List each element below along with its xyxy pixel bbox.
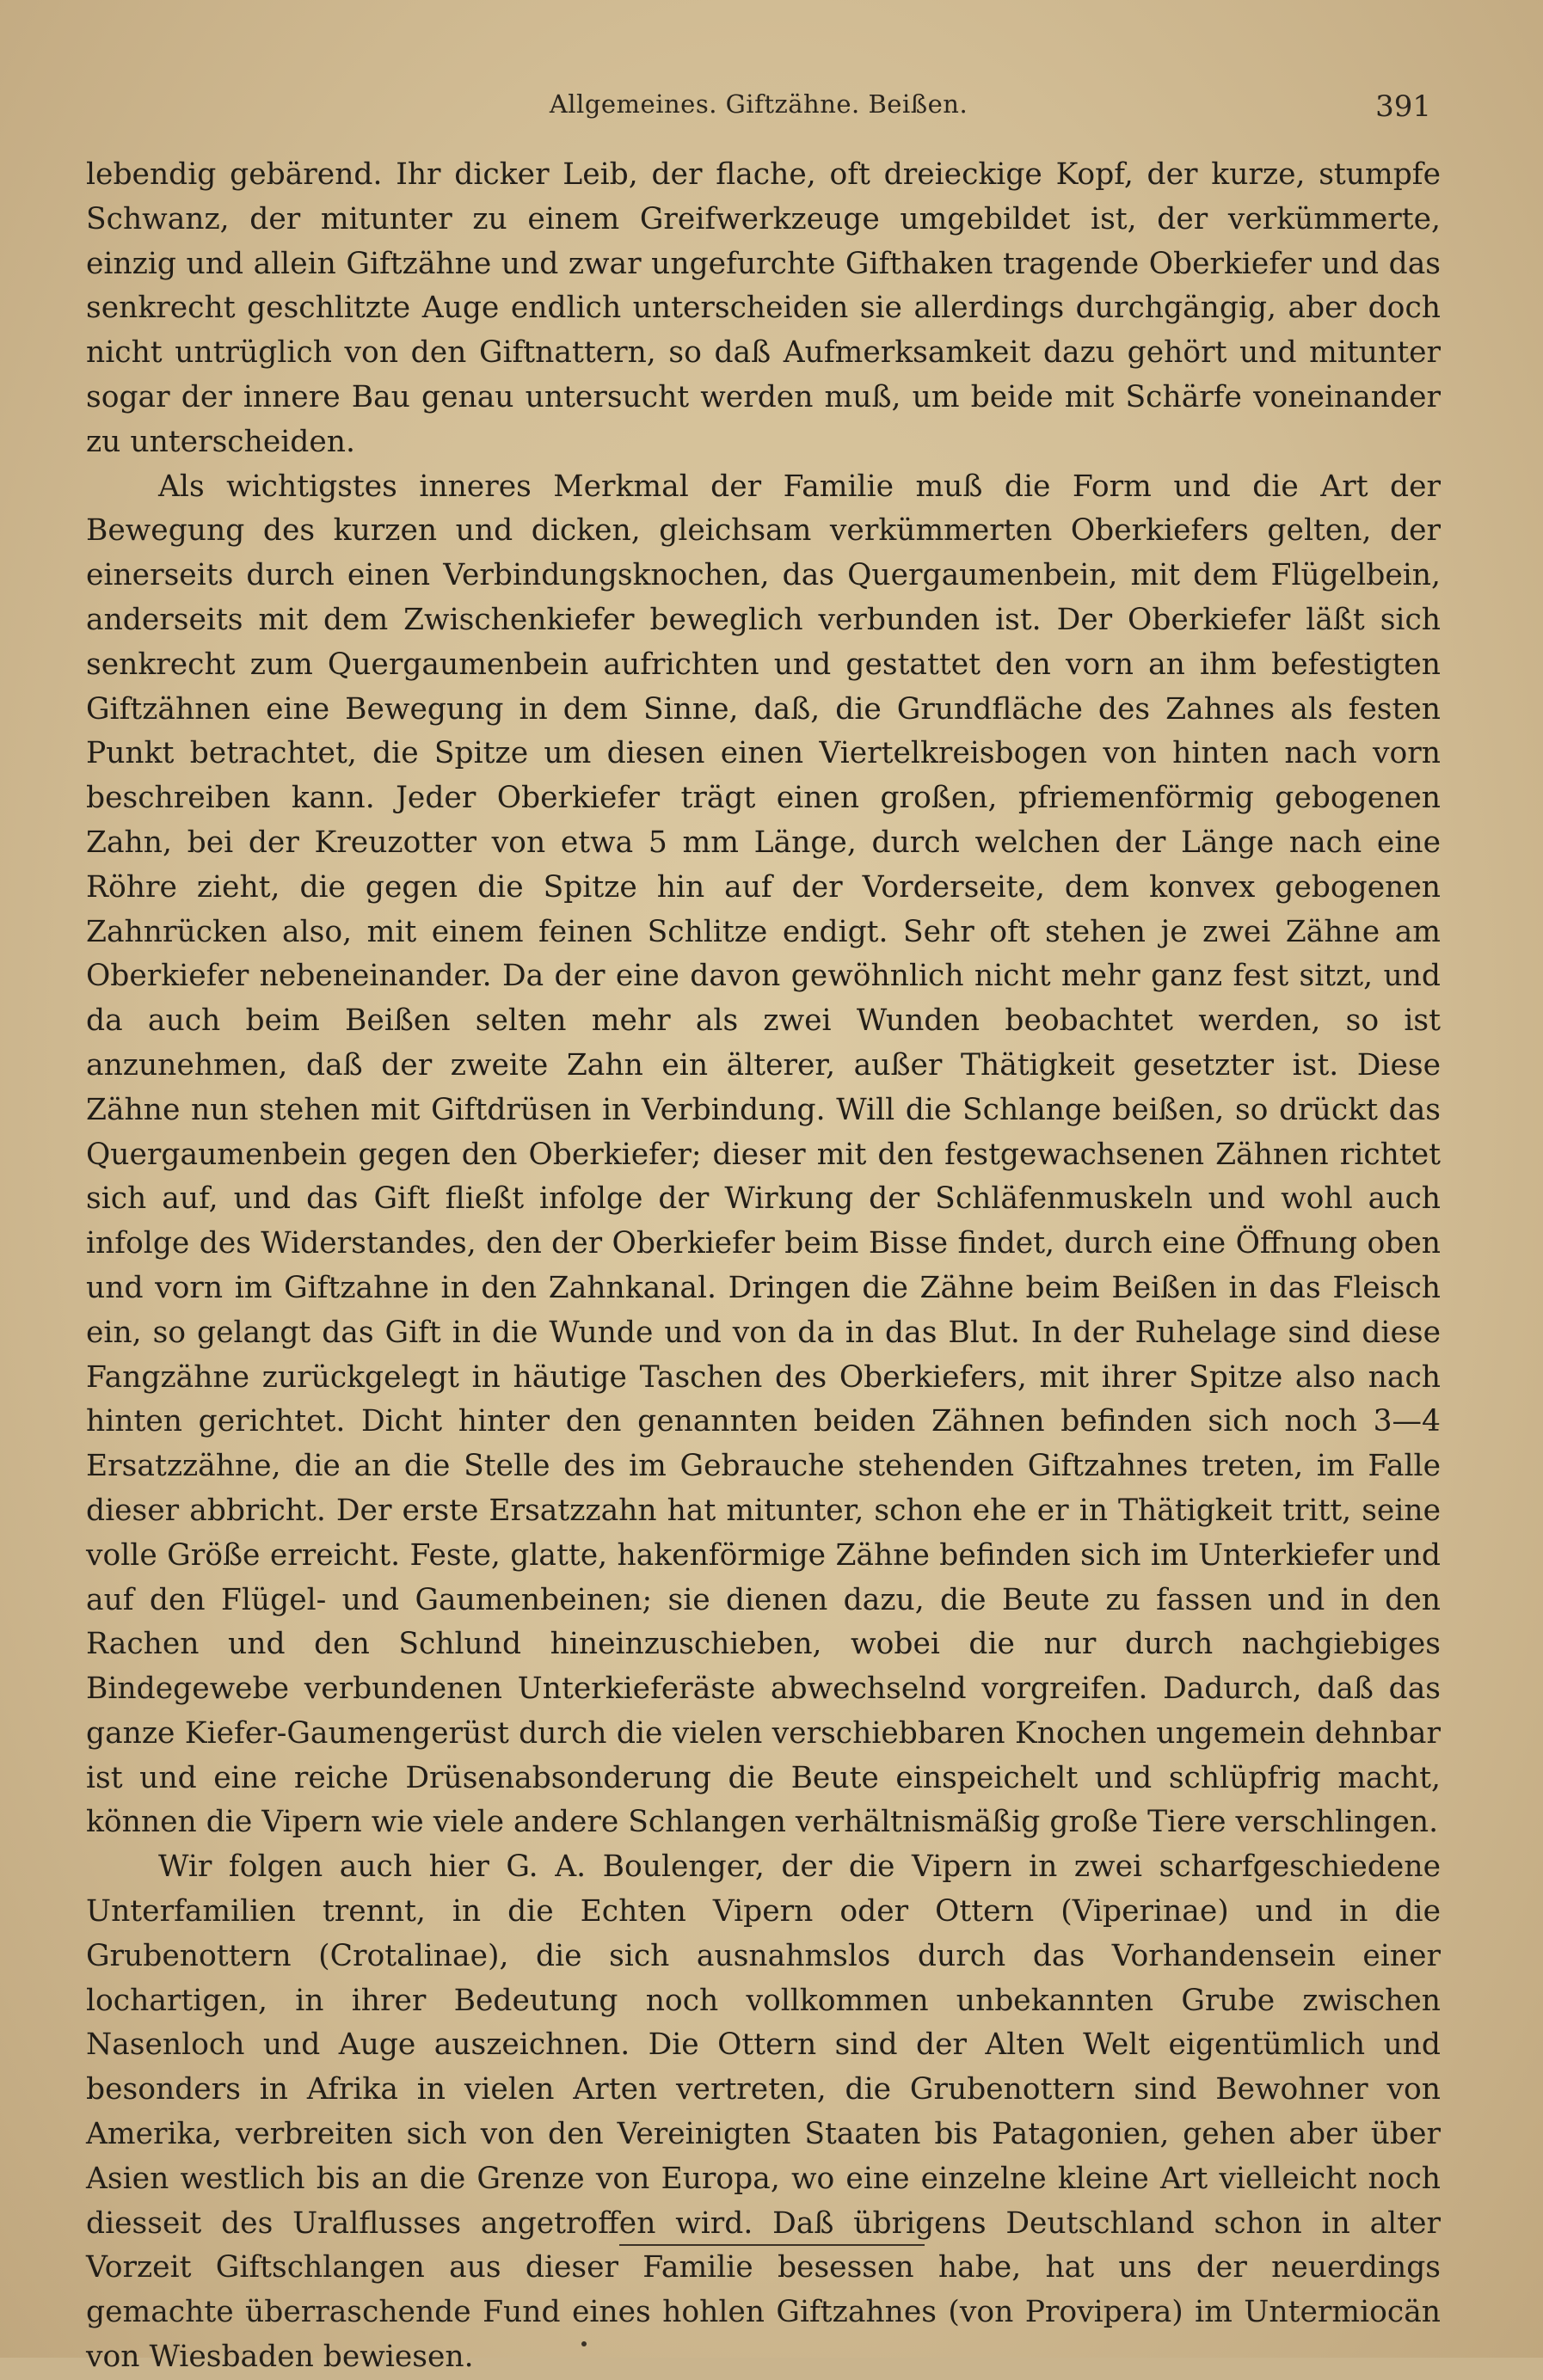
page-header	[86, 89, 1431, 124]
running-head: Allgemeines. Giftzähne. Beißen.	[549, 89, 968, 119]
paragraph-unterfamilien: Wir folgen auch hier G. A. Boulenger, der die Vipern in zwei scharfgeschiedene Unterfamilien trennt, in die Echten Vipern oder Ottern (Viperinae) und in die Grubenottern (Crotalinae), die sich ausnahmslos durch das Vorhandensein einer lochartigen, in ihrer Bedeutung noch vollkommen unbekannten Grube zwischen Nasenloch und Auge auszeichnen. Die Ottern sind der Alten Welt eigentümlich und besonders in Afrika in vielen Arten vertreten, die Grubenottern sind Bewohner von Amerika, verbreiten sich von den Vereinigten Staaten bis Patagonien, gehen aber über Asien westlich bis an die Grenze von Europa, wo eine einzelne kleine Art vielleicht noch diesseit des Uralflusses angetroffen wird. Daß übrigens Deutschland schon in alter Vorzeit Giftschlangen aus dieser Familie besessen habe, hat uns der neuerdings gemachte überraschende Fund eines hohlen Giftzahnes (von Provipera) im Untermiocän von Wiesbaden bewiesen.	[86, 1849, 1441, 2375]
body-text	[86, 153, 1441, 2380]
page-number: 391	[1375, 89, 1431, 124]
paragraph-continued: lebendig gebärend. Ihr dicker Leib, der flache, oft dreieckige Kopf, der kurze, stumpfe Schwanz, der mitunter zu einem Greifwerkzeuge umgebildet ist, der verkümmerte, einzig und allein Giftzähne und zwar ungefurchte Gifthaken tragende Oberkiefer und das senkrecht geschlitzte Auge endlich unterscheiden sie allerdings durchgängig, aber doch nicht untrüglich von den Giftnattern, so daß Aufmerksamkeit dazu gehört und mitunter sogar der innere Bau genau untersucht werden muß, um beide mit Schärfe voneinander zu unterscheiden.	[86, 157, 1441, 459]
section-end-rule	[619, 2244, 925, 2246]
paragraph-oberkiefer: Als wichtigstes inneres Merkmal der Familie muß die Form und die Art der Bewegung des kurzen und dicken, gleichsam verkümmerten Oberkiefers gelten, der einerseits durch einen Verbindungsknochen, das Quergaumenbein, mit dem Flügelbein, anderseits mit dem Zwischenkiefer beweglich verbunden ist. Der Oberkiefer läßt sich senkrecht zum Quergaumenbein aufrichten und gestattet den vorn an ihm befestigten Giftzähnen eine Bewegung in dem Sinne, daß, die Grundfläche des Zahnes als festen Punkt betrachtet, die Spitze um diesen einen Viertelkreisbogen von hinten nach vorn beschreiben kann. Jeder Oberkiefer trägt einen großen, pfriemenförmig gebogenen Zahn, bei der Kreuzotter von etwa 5 mm Länge, durch welchen der Länge nach eine Röhre zieht, die gegen die Spitze hin auf der Vorderseite, dem konvex gebogenen Zahnrücken also, mit einem feinen Schlitze endigt. Sehr oft stehen je zwei Zähne am Oberkiefer nebeneinander. Da der eine davon gewöhnlich nicht mehr ganz fest sitzt, und da auch beim Beißen selten mehr als zwei Wunden beobachtet werden, so ist anzunehmen, daß der zweite Zahn ein älterer, außer Thätigkeit gesetzter ist. Diese Zähne nun stehen mit Giftdrüsen in Verbindung. Will die Schlange beißen, so drückt das Quergaumenbein gegen den Oberkiefer; dieser mit den festgewachsenen Zähnen richtet sich auf, und das Gift fließt infolge der Wirkung der Schläfenmuskeln und wohl auch infolge des Widerstandes, den der Oberkiefer beim Bisse findet, durch eine Öffnung oben und vorn im Giftzahne in den Zahnkanal. Dringen die Zähne beim Beißen in das Fleisch ein, so gelangt das Gift in die Wunde und von da in das Blut. In der Ruhelage sind diese Fangzähne zurückgelegt in häutige Taschen des Oberkiefers, mit ihrer Spitze also nach hinten gerichtet. Dicht hinter den genannten beiden Zähnen befinden sich noch 3—4 Ersatzzähne, die an die Stelle des im Gebrauche stehenden Giftzahnes treten, im Falle dieser abbricht. Der erste Ersatzzahn hat mitunter, schon ehe er in Thätigkeit tritt, seine volle Größe erreicht. Feste, glatte, hakenförmige Zähne befinden sich im Unterkiefer und auf den Flügel- und Gaumenbeinen; sie dienen dazu, die Beute zu fassen und in den Rachen und den Schlund hineinzuschieben, wobei die nur durch nachgiebiges Bindegewebe verbundenen Unterkieferäste abwechselnd vorgreifen. Dadurch, daß das ganze Kiefer-Gaumengerüst durch die vielen verschiebbaren Knochen ungemein dehnbar ist und eine reiche Drüsenabsonderung die Beute einspeichelt und schlüpfrig macht, können die Vipern wie viele andere Schlangen verhältnismäßig große Tiere verschlingen.	[86, 469, 1441, 1840]
paper-speck	[581, 2341, 587, 2346]
